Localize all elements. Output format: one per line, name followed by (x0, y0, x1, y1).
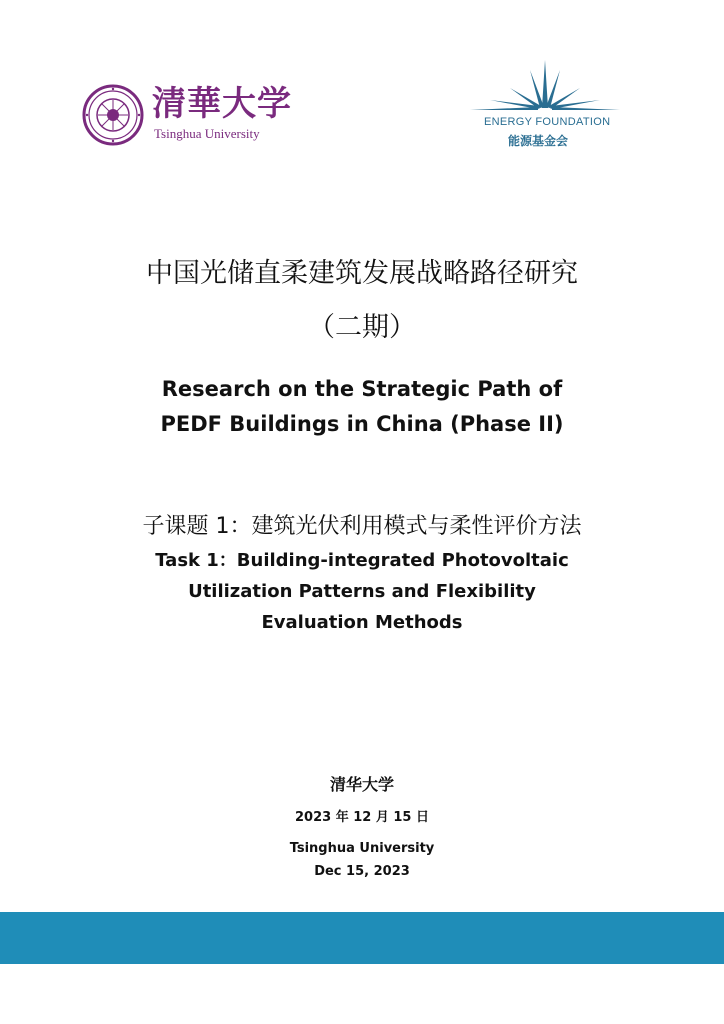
title-cn-line2: （二期） (308, 312, 416, 343)
subtitle-en-line3: Evaluation Methods (261, 612, 463, 633)
energy-foundation-logo (470, 60, 620, 150)
date-cn: 2023 年 12 月 15 日 (295, 810, 429, 825)
subtitle-en-line2: Utilization Patterns and Flexibility (188, 581, 536, 602)
subtitle-cn: 子课题 1：建筑光伏利用模式与柔性评价方法 (142, 514, 582, 539)
tsinghua-seal-icon (82, 84, 144, 146)
tsinghua-name-cn: 清華大学 (152, 84, 292, 124)
organization-en: Tsinghua University (289, 841, 435, 856)
title-en-line1: Research on the Strategic Path of (161, 377, 563, 401)
title-cn-line1: 中国光储直柔建筑发展战略路径研究 (146, 258, 578, 289)
date-en: Dec 15, 2023 (314, 864, 410, 879)
title-en-line2: PEDF Buildings in China (Phase II) (160, 412, 564, 436)
energy-foundation-name-cn: 能源基金会 (508, 134, 569, 148)
tsinghua-name-en: Tsinghua University (154, 126, 260, 141)
subtitle-en-line1: Task 1：Building-integrated Photovoltaic (155, 550, 569, 571)
tsinghua-logo (82, 84, 292, 148)
energy-foundation-name-en: ENERGY FOUNDATION (484, 116, 611, 128)
organization-cn: 清华大学 (329, 775, 394, 794)
starburst-icon (470, 60, 620, 116)
footer-color-band (0, 912, 724, 964)
